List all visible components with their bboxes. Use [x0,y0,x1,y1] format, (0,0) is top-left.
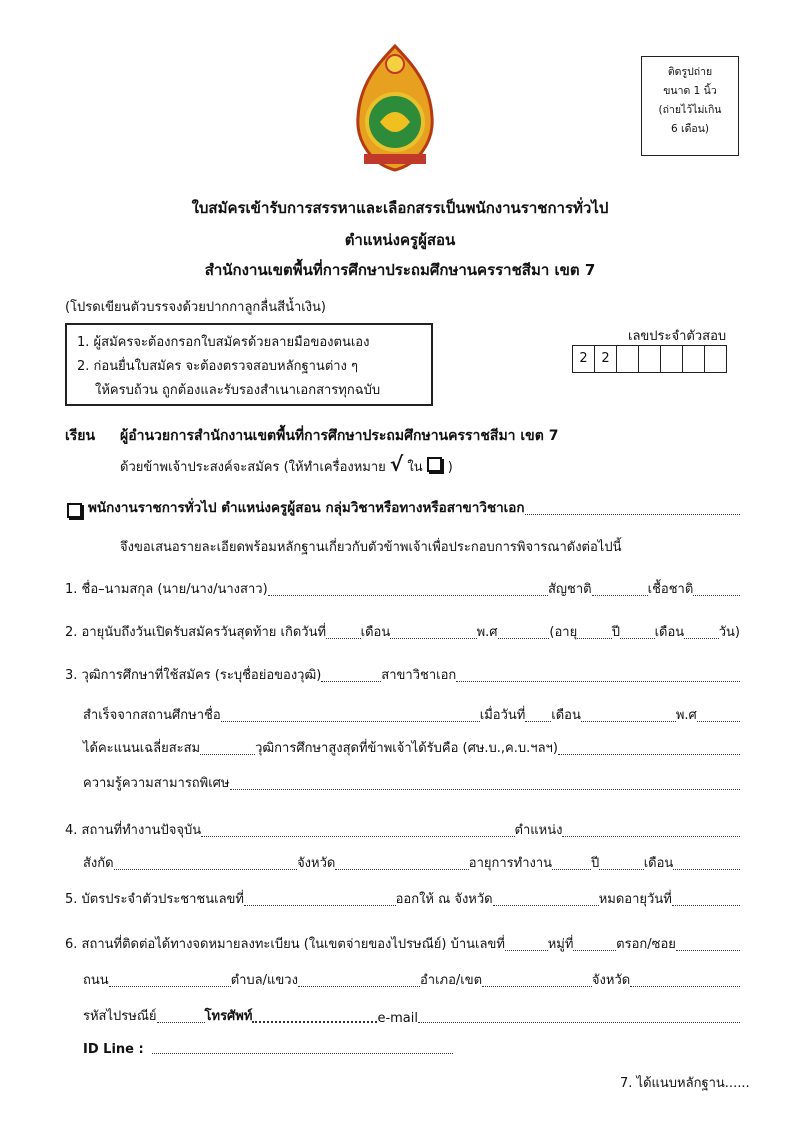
field-label: ถนน [83,973,109,988]
road-field[interactable] [109,985,231,987]
field-label: สังกัด [83,856,114,871]
row-contact [83,1005,740,1026]
province-field[interactable] [630,985,740,987]
nationality-field[interactable] [592,594,648,596]
row-affiliation [83,852,740,873]
row-address [65,933,740,954]
form-title: ใบสมัครเข้ารับการสรรหาและเลือกสรรเป็นพนักงานราชการทั่วไป [191,199,609,217]
field-label: ได้คะแนนเฉลี่ยสะสม [83,741,201,756]
row-gpa [83,737,740,758]
grad-year-field[interactable] [697,720,740,722]
field-label: วัน) [718,625,741,640]
exam-id-digit: 2 [573,346,595,372]
field-label: เชื้อชาติ [647,582,694,597]
alley-field[interactable] [676,949,740,951]
row-education [65,664,740,685]
grad-day-field[interactable] [525,720,551,722]
major-field[interactable] [525,513,740,515]
postal-code-field[interactable] [157,1021,205,1023]
email-field[interactable] [418,1021,740,1023]
exam-id-digit[interactable] [617,346,639,372]
degree-field[interactable] [321,680,381,682]
office-title: สำนักงานเขตพื้นที่การศึกษาประถมศึกษานครราชสีมา เขต 7 [204,261,596,279]
checkmark-icon: √ [389,452,404,476]
row-address-2 [83,969,740,990]
row-institution [83,704,740,725]
field-label: 1. ชื่อ–นามสกุล (นาย/นาง/นางสาว) [65,582,268,597]
affiliation-field[interactable] [114,868,297,870]
intro-text: จึงขอเสนอรายละเอียดพร้อมหลักฐานเกี่ยวกับตัวข้าพเจ้าเพื่อประกอบการพิจารณาดังต่อไปนี้ [120,540,622,555]
field-label: ตำบล/แขวง [230,973,298,988]
field-label: อำเภอ/เขต [419,973,483,988]
field-label: สัญชาติ [547,582,592,597]
exam-id-digit[interactable] [683,346,705,372]
field-label: ความรู้ความสามารถพิเศษ [83,776,230,791]
id-card-number-field[interactable] [244,904,396,906]
house-number-field[interactable] [505,949,548,951]
exam-id-digit: 2 [595,346,617,372]
village-no-field[interactable] [573,949,616,951]
field-label: หมู่ที่ [547,937,574,952]
workplace-field[interactable] [201,835,514,837]
exam-id-digit[interactable] [661,346,683,372]
field-label: เดือน [551,708,581,723]
photo-box [641,56,739,156]
field-label: จังหวัด [297,856,336,871]
position-option-row [67,496,740,518]
field-label: สำเร็จจากสถานศึกษาชื่อ [83,708,221,723]
instruction-item: 2. ก่อนยื่นใบสมัคร จะต้องตรวจสอบหลักฐานต่าง ๆ [77,359,359,374]
field-label: ปี [590,856,600,871]
subdistrict-field[interactable] [298,985,420,987]
field-label: ออกให้ ณ จังหวัด [395,892,493,907]
exam-id-grid [572,345,727,373]
row-name [65,578,740,599]
photo-note: ขนาด 1 นิ้ว [663,85,717,97]
work-months-field[interactable] [599,868,643,870]
field-label: วุฒิการศึกษาสูงสุดที่ข้าพเจ้าได้รับคือ (ศษ.บ.,ค.บ.ฯลฯ) [255,741,558,756]
photo-note: ติดรูปถ่าย [667,66,713,78]
exam-id-digit[interactable] [705,346,726,372]
field-label: (อายุ [549,625,578,640]
intent-close: ) [447,460,453,475]
field-label: ตรอก/ซอย [616,937,676,952]
photo-note: (ถ่ายไว้ไม่เกิน [658,104,722,116]
field-label: ตำแหน่ง [514,823,563,838]
field-label: โทรศัพท์ [204,1009,253,1024]
field-label: เมื่อวันที่ [479,708,526,723]
highest-degree-field[interactable] [558,753,740,755]
field-label: ปี [611,625,621,640]
exam-id-label: เลขประจำตัวสอบ [628,329,727,344]
checkbox-icon [427,457,442,472]
field-label: เดือน [643,856,674,871]
salutation-recipient: ผู้อำนวยการสำนักงานเขตพื้นที่การศึกษาประถมศึกษานครราชสีมา เขต 7 [120,428,559,444]
intent-in: ใน [407,460,423,475]
position-title: ตำแหน่งครูผู้สอน [344,231,456,249]
attachments-label: 7. ได้แนบหลักฐาน...... [620,1076,750,1091]
instruction-item: ให้ครบถ้วน ถูกต้องและรับรองสำเนาเอกสารทุกฉบับ [95,383,381,398]
ethnicity-field[interactable] [693,594,740,596]
age-days-field[interactable] [684,637,719,639]
field-label: รหัสไปรษณีย์ [83,1009,157,1024]
application-intent [120,452,453,477]
field-label: 5. บัตรประจำตัวประชาชนเลขที่ [65,892,245,907]
field-label: ID Line : [83,1042,144,1057]
row-line-id [83,1042,453,1057]
intent-text: ด้วยข้าพเจ้าประสงค์จะสมัคร (ให้ทำเครื่องหมาย [120,460,386,475]
expiry-date-field[interactable] [672,904,740,906]
phone-field[interactable] [252,1020,377,1023]
field-label: 4. สถานที่ทำงานปัจจุบัน [65,823,202,838]
field-label: 2. อายุนับถึงวันเปิดรับสมัครวันสุดท้าย เกิดวันที่ [65,625,327,640]
work-months-extra-field[interactable] [673,868,740,870]
field-label: พ.ศ [675,708,697,723]
grad-month-field[interactable] [581,720,676,722]
field-label: เดือน [360,625,391,640]
field-label: พ.ศ [476,625,498,640]
ministry-emblem-logo [350,42,440,174]
work-province-field[interactable] [335,868,468,870]
job-position-field[interactable] [562,835,740,837]
field-label: หมดอายุวันที่ [598,892,672,907]
skills-field[interactable] [230,788,740,790]
salutation-label: เรียน [65,428,96,444]
row-skills [83,772,740,793]
field-label: จังหวัด [591,973,631,988]
row-id-card [65,888,740,909]
field-label: 6. สถานที่ติดต่อได้ทางจดหมายลงทะเบียน (ในเขตจ่ายของไปรษณีย์) บ้านเลขที่ [65,937,505,952]
field-label: เดือน [654,625,685,640]
district-field[interactable] [482,985,592,987]
work-years-field[interactable] [552,868,591,870]
name-field[interactable] [268,594,548,596]
gpa-field[interactable] [200,753,255,755]
field-label: e-mail [377,1011,418,1026]
row-workplace [65,819,740,840]
major-field[interactable] [456,680,740,682]
field-label: อายุการทำงาน [468,856,553,871]
birth-year-field[interactable] [498,637,550,639]
line-id-field[interactable] [152,1052,453,1054]
field-label: สาขาวิชาเอก [381,668,457,683]
row-age [65,621,740,642]
age-years-field[interactable] [577,637,612,639]
position-option-label: พนักงานราชการทั่วไป ตำแหน่งครูผู้สอน กลุ่มวิชาหรือทางหรือสาขาวิชาเอก [88,500,525,516]
exam-id-digit[interactable] [639,346,661,372]
institution-field[interactable] [221,720,480,722]
photo-note: 6 เดือน) [670,123,709,135]
birth-month-field[interactable] [390,637,476,639]
birth-day-field[interactable] [326,637,361,639]
age-months-field[interactable] [620,637,655,639]
position-checkbox[interactable] [67,503,82,518]
instructions-box [65,323,433,406]
issue-province-field[interactable] [493,904,599,906]
instruction-item: 1. ผู้สมัครจะต้องกรอกใบสมัครด้วยลายมือของตนเอง [77,335,370,350]
pen-instruction: (โปรดเขียนตัวบรรจงด้วยปากกาลูกลื่นสีน้ำเงิน) [65,300,327,315]
field-label: 3. วุฒิการศึกษาที่ใช้สมัคร (ระบุชื่อย่อของวุฒิ) [65,668,322,683]
